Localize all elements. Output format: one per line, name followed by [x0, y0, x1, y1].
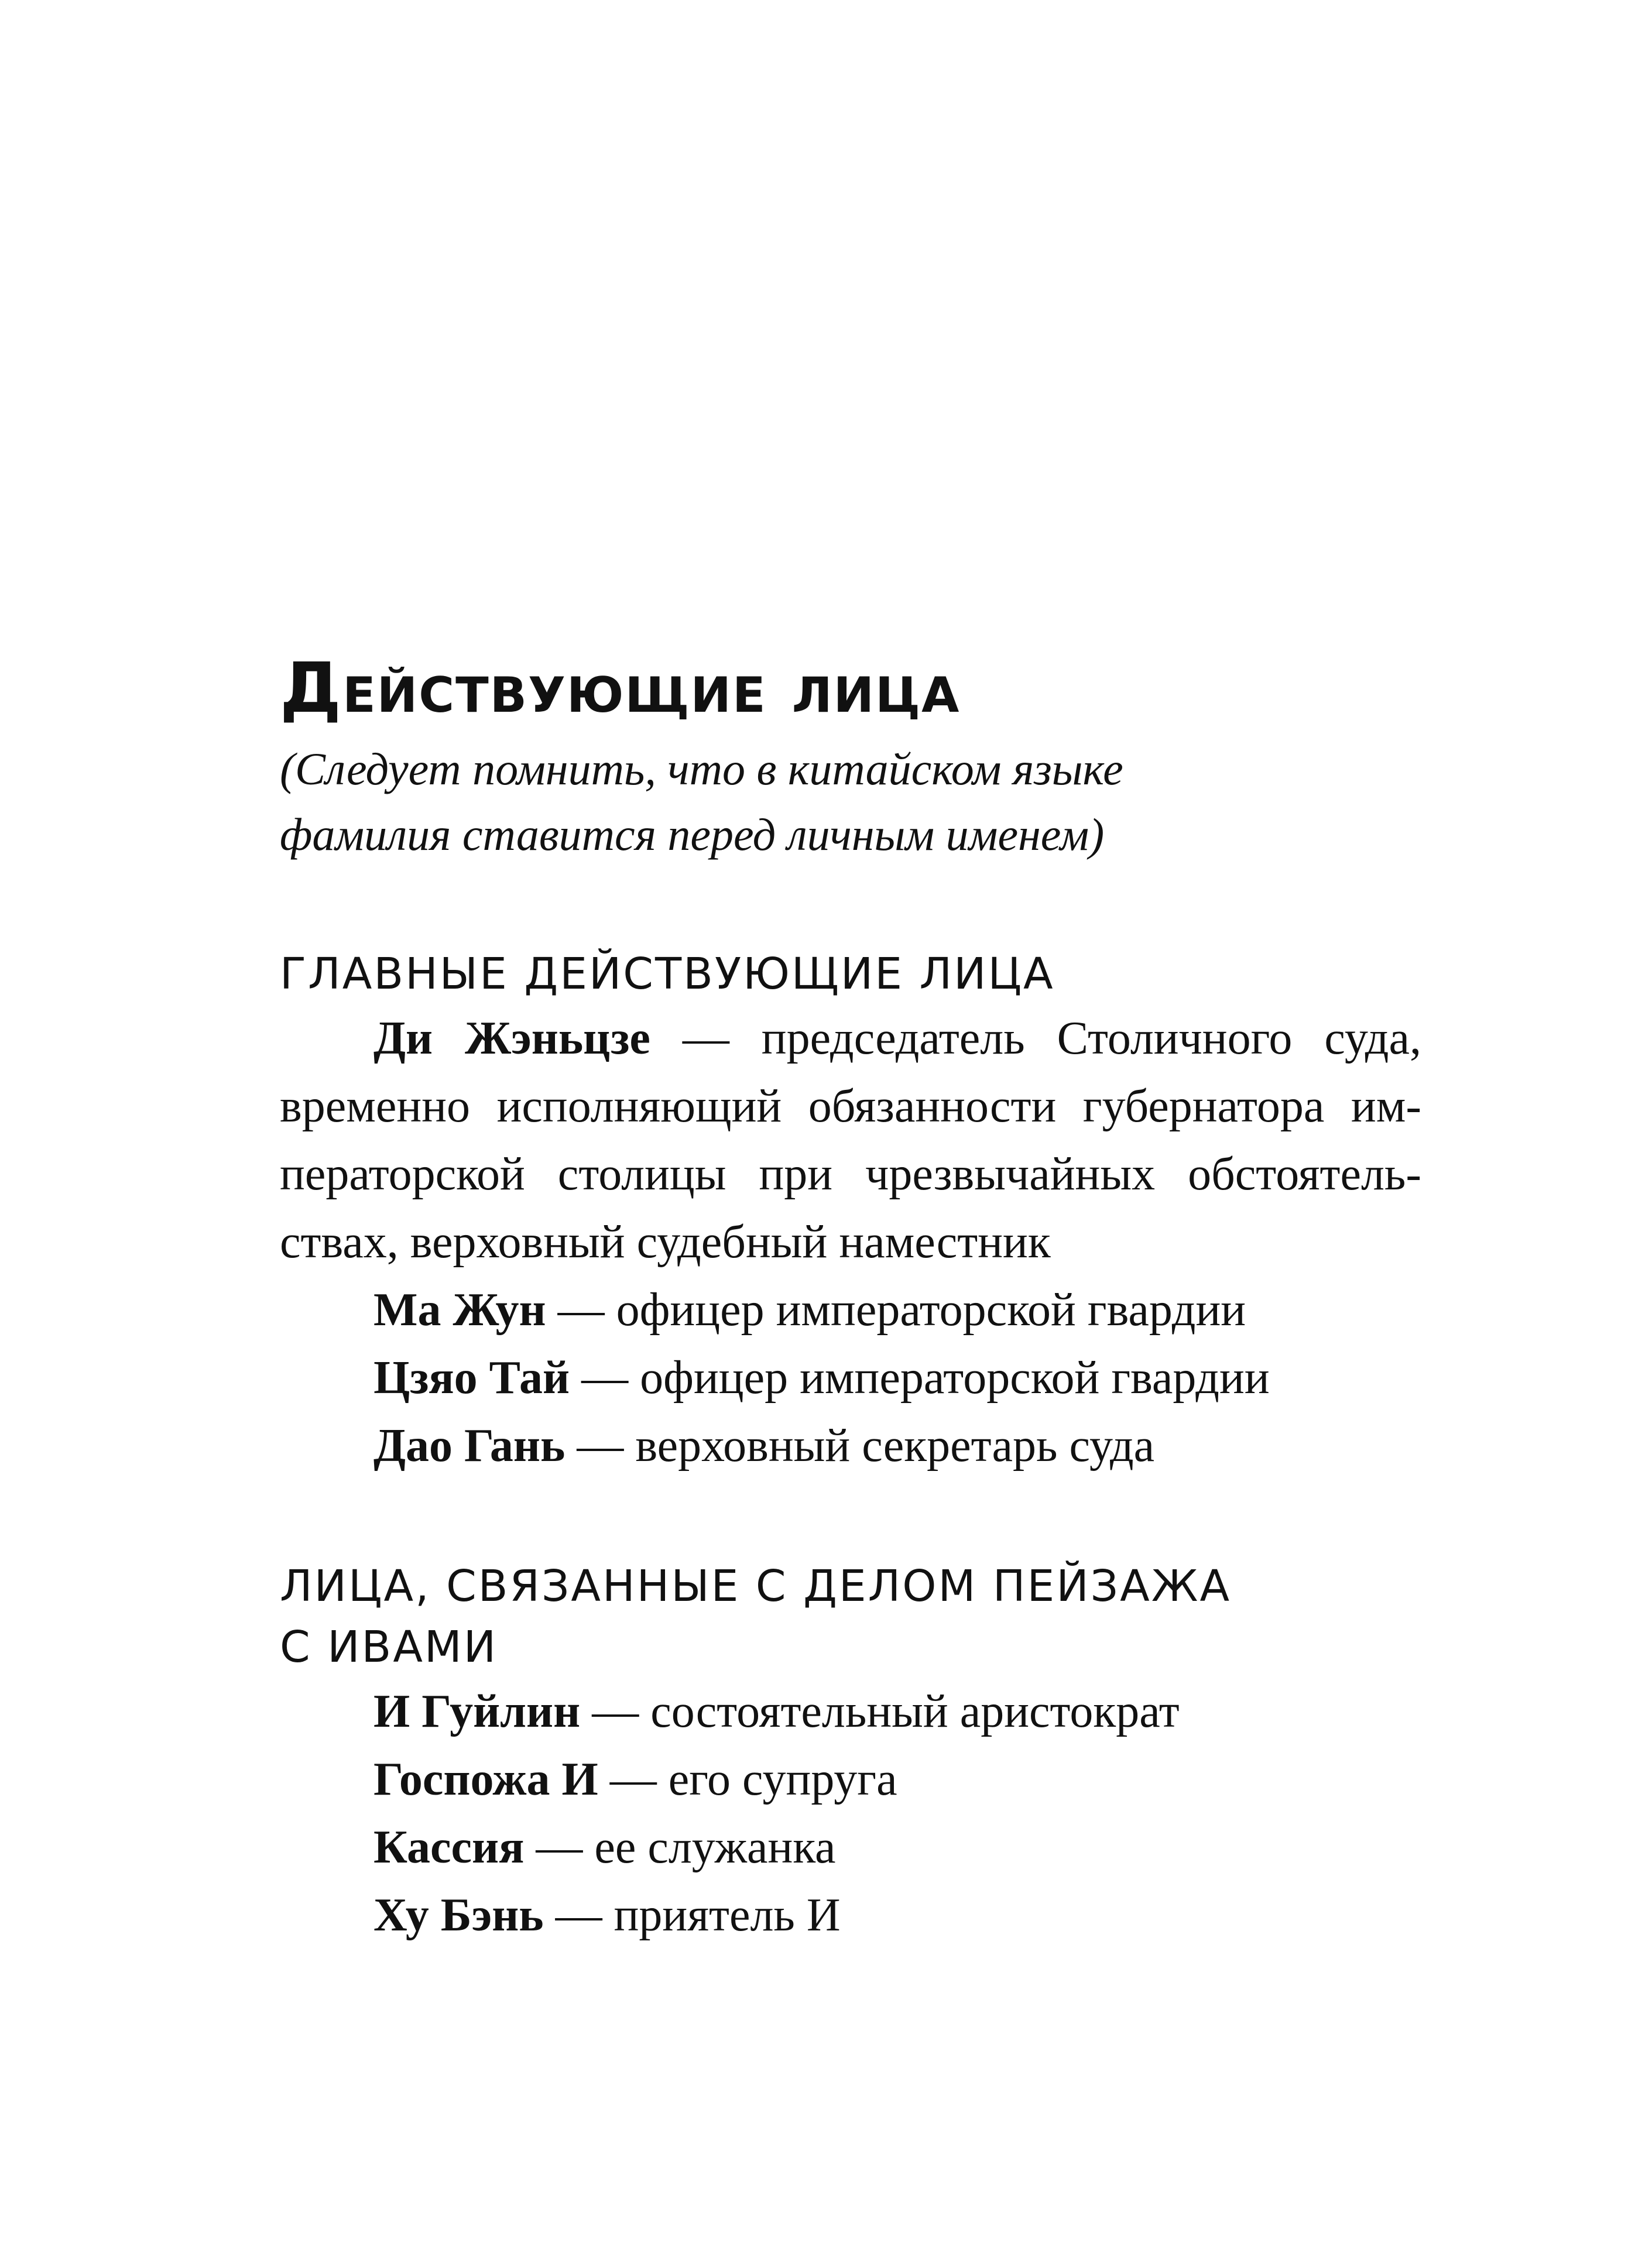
character-name: Госпожа И	[373, 1754, 598, 1805]
character-name: Цзяо Тай	[373, 1352, 570, 1404]
character-name: Кассия	[373, 1822, 525, 1873]
section-heading	[280, 1556, 1421, 1678]
book-page	[280, 644, 1421, 1949]
character-list	[280, 1678, 1421, 1949]
character-description: — председатель Столичного суда, временно исполняющий обязанности губернатора императорской столицы при чрезвычайных обстоятельствах, верховный судебный наместник	[280, 1013, 1421, 1268]
subtitle-line-1: (Следует помнить, что в китайском языке	[280, 743, 1123, 794]
character-description: — верховный секретарь суда	[565, 1420, 1155, 1472]
character-entry	[280, 1344, 1421, 1412]
character-name: Ма Жун	[373, 1284, 546, 1336]
character-entry	[280, 1004, 1421, 1276]
page-title: Действующие лица	[280, 647, 961, 728]
section-main-characters	[280, 944, 1421, 1480]
subtitle-line-2: фамилия ставится перед личным именем)	[280, 809, 1105, 860]
page-subtitle	[280, 736, 1421, 867]
character-description: — офицер императорской гвардии	[546, 1284, 1246, 1336]
character-description: — приятель И	[543, 1889, 841, 1941]
section-heading-line-1: ЛИЦА, СВЯЗАННЫЕ С ДЕЛОМ ПЕЙЗАЖА	[280, 1561, 1232, 1611]
character-list	[280, 1004, 1421, 1480]
character-name: Ху Бэнь	[373, 1889, 544, 1941]
character-entry	[280, 1678, 1421, 1745]
character-name: И Гуйлин	[373, 1686, 581, 1737]
character-entry	[280, 1745, 1421, 1813]
character-entry	[280, 1881, 1421, 1949]
character-entry	[280, 1276, 1421, 1344]
section-heading: ГЛАВНЫЕ ДЕЙСТВУЮЩИЕ ЛИЦА	[280, 949, 1055, 999]
character-description: — его супруга	[598, 1754, 897, 1805]
section-heading-line-2: С ИВАМИ	[280, 1622, 498, 1672]
character-entry	[280, 1813, 1421, 1881]
character-description: — ее служанка	[524, 1822, 836, 1873]
character-description: — офицер императорской гвардии	[570, 1352, 1270, 1404]
character-description: — состоятельный аристократ	[580, 1686, 1180, 1737]
character-name: Ди Жэньцзе	[373, 1013, 650, 1064]
character-name: Дао Гань	[373, 1420, 565, 1472]
section-willow-landscape-case	[280, 1556, 1421, 1949]
character-entry	[280, 1412, 1421, 1480]
